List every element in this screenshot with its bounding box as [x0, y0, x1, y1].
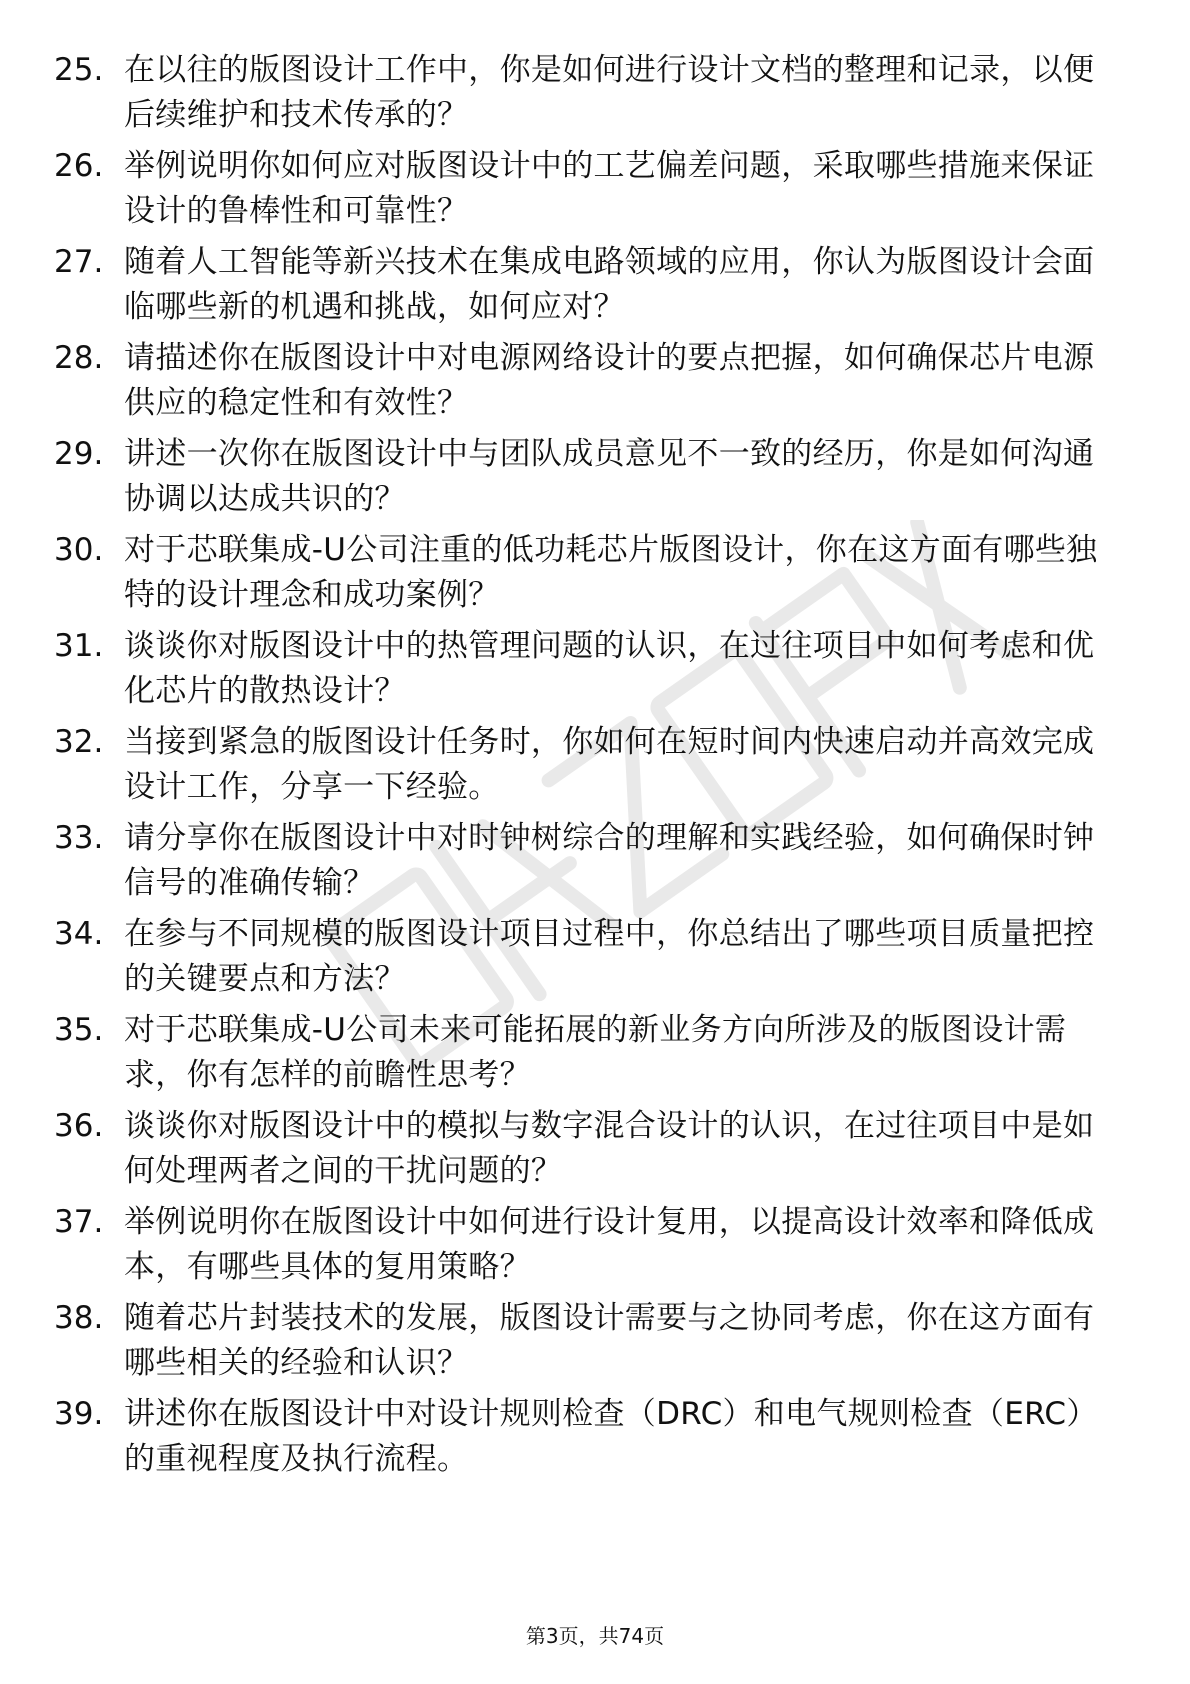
- question-list: [54, 48, 1124, 1488]
- question-number: 28.: [54, 340, 104, 376]
- question-text: 讲述一次你在版图设计中与团队成员意见不一致的经历，你是如何沟通协调以达成共识的？: [124, 436, 1095, 517]
- list-item: [54, 336, 1124, 432]
- question-text: 讲述你在版图设计中对设计规则检查（DRC）和电气规则检查（ERC）的重视程度及执行流程。: [124, 1396, 1098, 1477]
- question-number: 31.: [54, 628, 104, 664]
- list-item: [54, 144, 1124, 240]
- list-item: [54, 1296, 1124, 1392]
- question-number: 30.: [54, 532, 104, 568]
- page-number-label: 第3页，共74页: [525, 1624, 665, 1648]
- question-text: 请分享你在版图设计中对时钟树综合的理解和实践经验，如何确保时钟信号的准确传输？: [124, 820, 1095, 901]
- list-item: [54, 432, 1124, 528]
- list-item: [54, 720, 1124, 816]
- question-number: 25.: [54, 52, 104, 88]
- question-text: 谈谈你对版图设计中的热管理问题的认识，在过往项目中如何考虑和优化芯片的散热设计？: [124, 628, 1095, 709]
- list-item: [54, 816, 1124, 912]
- question-text: 随着芯片封装技术的发展，版图设计需要与之协同考虑，你在这方面有哪些相关的经验和认识？: [124, 1300, 1095, 1381]
- list-item: [54, 624, 1124, 720]
- list-item: [54, 240, 1124, 336]
- question-number: 33.: [54, 820, 104, 856]
- list-item: [54, 1008, 1124, 1104]
- question-text: 举例说明你如何应对版图设计中的工艺偏差问题，采取哪些措施来保证设计的鲁棒性和可靠性？: [124, 148, 1095, 229]
- question-text: 谈谈你对版图设计中的模拟与数字混合设计的认识，在过往项目中是如何处理两者之间的干扰问题的？: [124, 1108, 1095, 1189]
- question-number: 26.: [54, 148, 104, 184]
- list-item: [54, 912, 1124, 1008]
- question-number: 37.: [54, 1204, 104, 1240]
- list-item: [54, 1392, 1124, 1488]
- list-item: [54, 48, 1124, 144]
- question-text: 在参与不同规模的版图设计项目过程中，你总结出了哪些项目质量把控的关键要点和方法？: [124, 916, 1095, 997]
- question-text: 随着人工智能等新兴技术在集成电路领域的应用，你认为版图设计会面临哪些新的机遇和挑战，如何应对？: [124, 244, 1095, 325]
- question-number: 35.: [54, 1012, 104, 1048]
- question-number: 36.: [54, 1108, 104, 1144]
- question-number: 38.: [54, 1300, 104, 1336]
- question-number: 27.: [54, 244, 104, 280]
- question-text: 请描述你在版图设计中对电源网络设计的要点把握，如何确保芯片电源供应的稳定性和有效性？: [124, 340, 1095, 421]
- question-number: 39.: [54, 1396, 104, 1432]
- page-footer: [0, 1620, 1190, 1649]
- question-text: 当接到紧急的版图设计任务时，你如何在短时间内快速启动并高效完成设计工作，分享一下经验。: [124, 724, 1095, 805]
- question-text: 举例说明你在版图设计中如何进行设计复用，以提高设计效率和降低成本，有哪些具体的复用策略？: [124, 1204, 1095, 1285]
- question-number: 29.: [54, 436, 104, 472]
- list-item: [54, 528, 1124, 624]
- list-item: [54, 1200, 1124, 1296]
- question-text: 对于芯联集成-U公司注重的低功耗芯片版图设计，你在这方面有哪些独特的设计理念和成功案例？: [124, 532, 1098, 613]
- question-number: 32.: [54, 724, 104, 760]
- question-text: 在以往的版图设计工作中，你是如何进行设计文档的整理和记录，以便后续维护和技术传承的？: [124, 52, 1095, 133]
- list-item: [54, 1104, 1124, 1200]
- question-text: 对于芯联集成-U公司未来可能拓展的新业务方向所涉及的版图设计需求，你有怎样的前瞻性思考？: [124, 1012, 1067, 1093]
- question-number: 34.: [54, 916, 104, 952]
